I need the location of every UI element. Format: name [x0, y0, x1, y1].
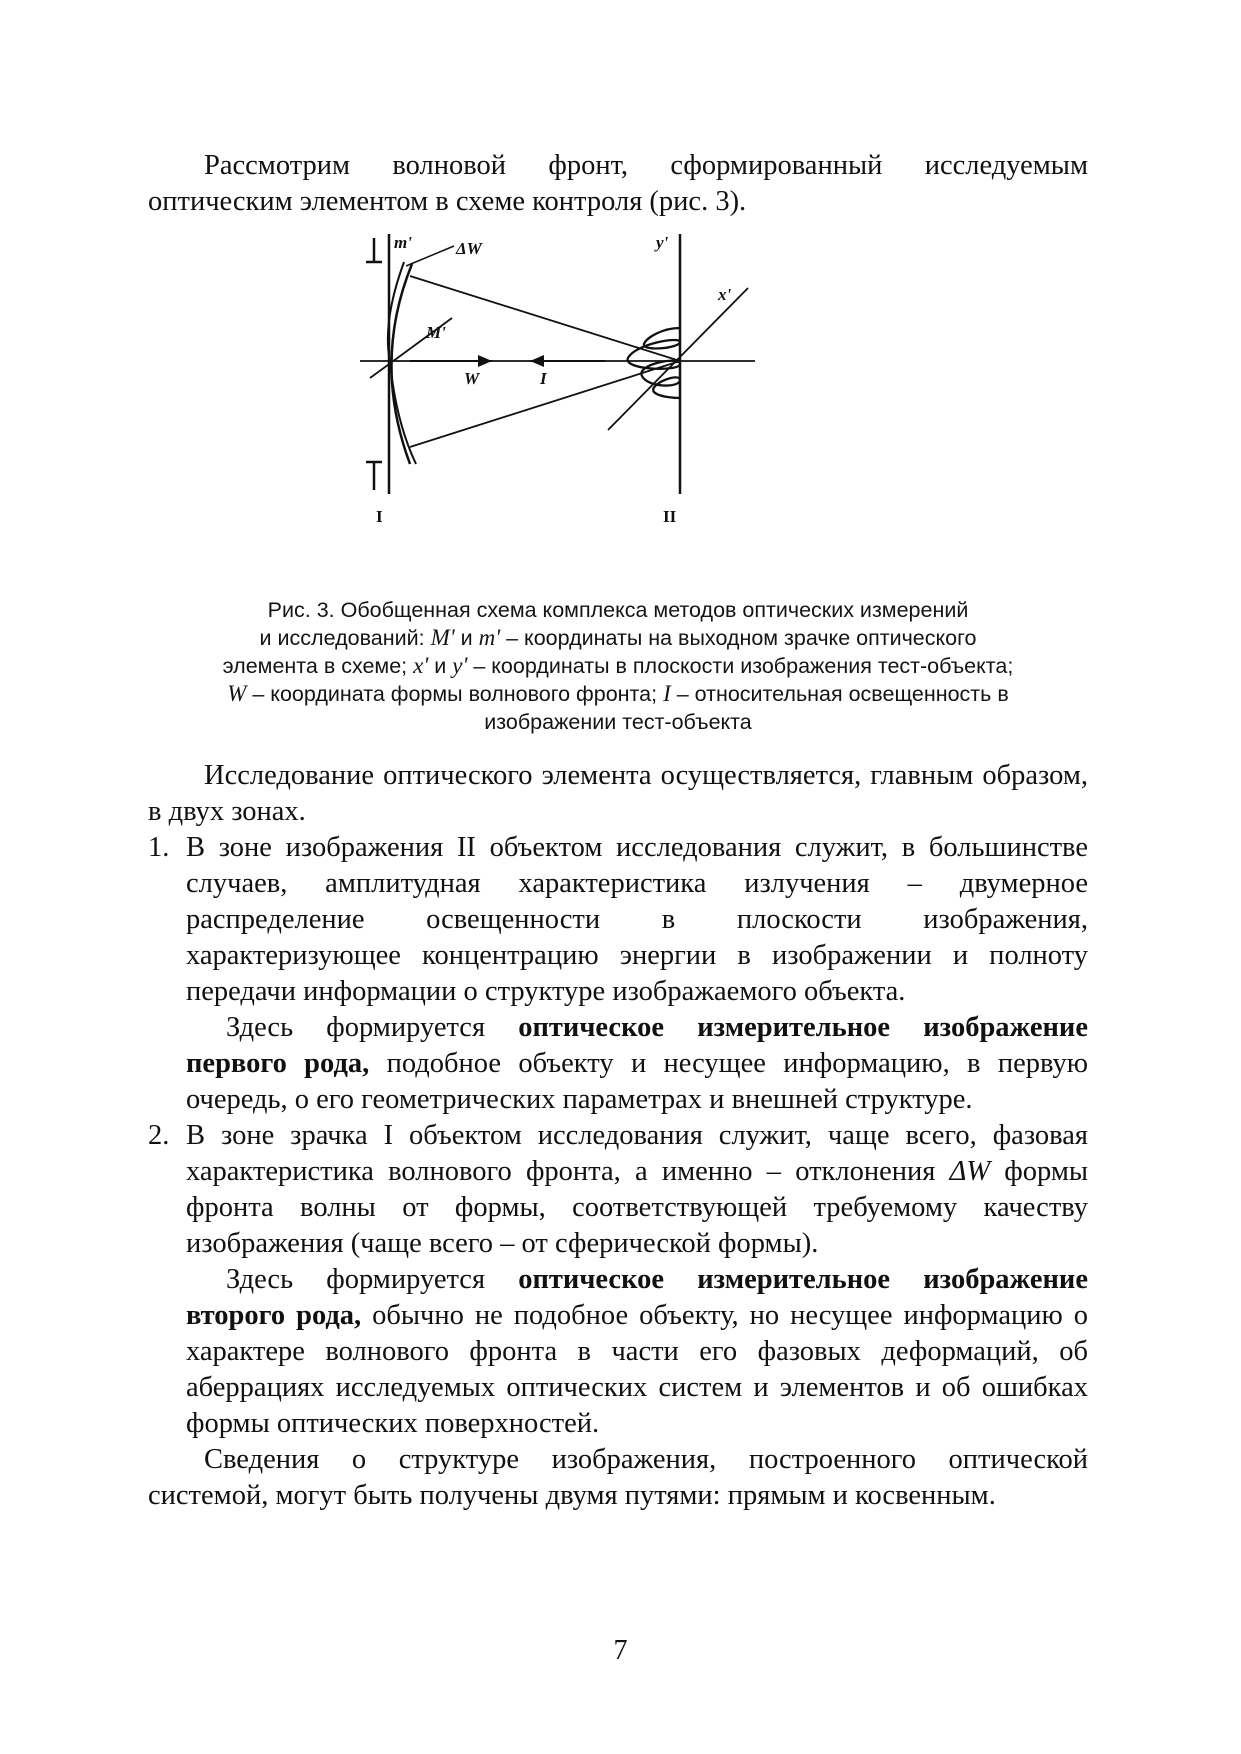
label-delta-w: ΔW [456, 239, 482, 258]
caption-line-2: и исследований: M' и m' – координаты на выходном зрачке оптического [259, 625, 977, 650]
label-y-prime: y' [656, 233, 669, 252]
figure-optical-scheme [376, 232, 860, 592]
paragraph-zones: Исследование оптического элемента осуществляется, главным образом, в двух зонах. [148, 760, 1088, 827]
list-item-2-sub: Здесь формируется оптическое измерительное изображение второго рода, обычно не подобное объекту, но несущее информацию о характере волнового фронта в части его фазовых деформаций, об аберрациях исследуемых оптических систем и элементов и об ошибках формы оптических поверхностей. [186, 1264, 1088, 1439]
caption-line-4: W – координата формы волнового фронта; I – относительная освещенность в [227, 681, 1009, 706]
list-item-1 [148, 830, 1088, 1118]
caption-line-3: элемента в схеме; x' и y' – координаты в плоскости изображения тест-объекта; [222, 653, 1014, 678]
figure-caption [148, 596, 1088, 736]
label-i: I [540, 369, 547, 388]
delta-w-leader [406, 246, 454, 266]
label-zone-i: I [376, 507, 383, 526]
label-zone-ii: II [663, 507, 677, 526]
list-item-2 [148, 1118, 1088, 1442]
list-item-2-text: В зоне зрачка I объектом исследования служит, чаще всего, фазовая характеристика волнового фронта, а именно – отклонения ΔW формы фронта волны от формы, соответствующей требуемому качеству изображения (чаще всего – от сферической формы). [186, 1120, 1088, 1259]
label-w: W [464, 369, 480, 388]
paragraph-intro: Рассмотрим волновой фронт, сформированный исследуемым оптическим элементом в схеме контроля (рис. 3). [148, 150, 1088, 217]
list-number-2: 2. [148, 1120, 170, 1151]
list-item-1-text: В зоне изображения II объектом исследования служит, в большинстве случаев, амплитудная характеристика излучения – двумерное распределение освещенности в плоскости изображения, характеризующее концентрацию энергии в изображении и полноту передачи информации о структуре изображаемого объекта. [186, 832, 1088, 1007]
label-m-prime: m' [394, 233, 412, 252]
page-number: 7 [613, 1635, 628, 1666]
list-number-1: 1. [148, 832, 170, 863]
paragraph-conclusion: Сведения о структуре изображения, построенного оптической системой, могут быть получены двумя путями: прямым и косвенным. [148, 1444, 1088, 1511]
label-x-prime: x' [718, 285, 732, 304]
caption-line-5: изображении тест-объекта [484, 710, 752, 734]
x-prime-axis [608, 288, 748, 430]
list-item-1-sub: Здесь формируется оптическое измерительное изображение первого рода, подобное объекту и несущее информацию, в первую очередь, о его геометрических параметрах и внешней структуре. [186, 1012, 1089, 1115]
caption-line-1: Рис. 3. Обобщенная схема комплекса методов оптических измерений [267, 598, 969, 622]
label-m-capital: M' [426, 323, 446, 342]
